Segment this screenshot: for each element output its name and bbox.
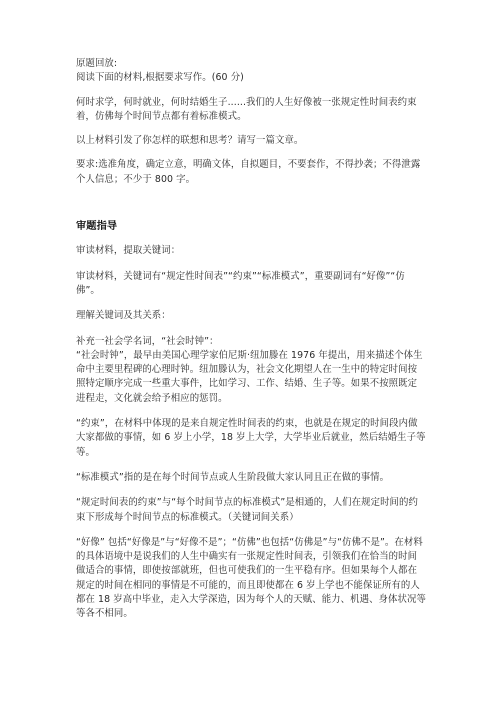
guide-paragraph-8: “规定时间表的约束”与“每个时间节点的标准模式”是相通的，人们在规定时间的约束下形成每个时间节点的标准模式。（关键词间关系） — [76, 497, 418, 523]
guide-paragraph-9: “好像” 包括“好像是”与“好像不是”；“仿佛”也包括“仿佛是”与“仿佛不是”。在材料的具体语境中是说我们的人生中确实有一张规定性时间表，引领我们在恰当的时间做适合的事情，即使按部就班，但也可使我们的一生平稳有序。但如果每个人都在规定的时间在相同的事情是不可能的，而且即使都在 6 岁上学也不能保证所有的人都在 18 岁高中毕业，走入大学深造，因为每个人的天赋、能力、机遇、身体状况等等各不相同。 — [76, 536, 426, 620]
guide-paragraph-4: 补充一社会学名词，“社会时钟”： — [76, 335, 219, 347]
guide-paragraph-2: 审读材料，关键词有“规定性时间表”“约束”“标准模式”，重要副词有“好像”“仿佛”。 — [76, 270, 405, 296]
material-question: 以上材料引发了你怎样的联想和思考？请写一篇文章。 — [76, 135, 304, 147]
guide-paragraph-6: “约束”，在材料中体现的是来自规定性时间表的约束，也就是在规定的时间段内做大家都做的事情，如 6 岁上小学，18 岁上大学，大学毕业后就业，然后结婚生子等等。 — [76, 418, 426, 458]
guide-paragraph-1: 审读材料，提取关键词： — [76, 245, 181, 257]
document-page — [76, 57, 426, 622]
intro-instruction: 阅读下面的材料,根据要求写作。(60 分) — [76, 72, 244, 84]
material-text: 何时求学，何时就业，何时结婚生子......我们的人生好像被一张规定性时间表约束着，仿佛每个时间节点都有着标准模式。 — [76, 96, 417, 122]
intro-label: 原题回放: — [76, 58, 118, 69]
guide-paragraph-3: 理解关键词及其关系： — [76, 310, 171, 322]
guide-paragraph-5: “社会时钟”，最早由美国心理学家伯尼斯·纽加滕在 1976 年提出，用来描述个体生命中主要里程碑的心理时钟。纽加滕认为，社会文化期望人在一生中的特定时间按照特定顺序完成一些重大事件，比如学习、工作、结婚、生子等。如果不按照既定进程走，文化就会给予相应的惩罚。 — [76, 349, 423, 404]
section-heading: 审题指导 — [76, 221, 118, 233]
guide-paragraph-7: “标准模式”指的是在每个时间节点或人生阶段做大家认同且正在做的事情。 — [76, 471, 390, 483]
material-requirements: 要求:选准角度，确定立意，明确文体，自拟题目，不要套作，不得抄袭；不得泄露个人信息；不少于 800 字。 — [76, 159, 421, 185]
